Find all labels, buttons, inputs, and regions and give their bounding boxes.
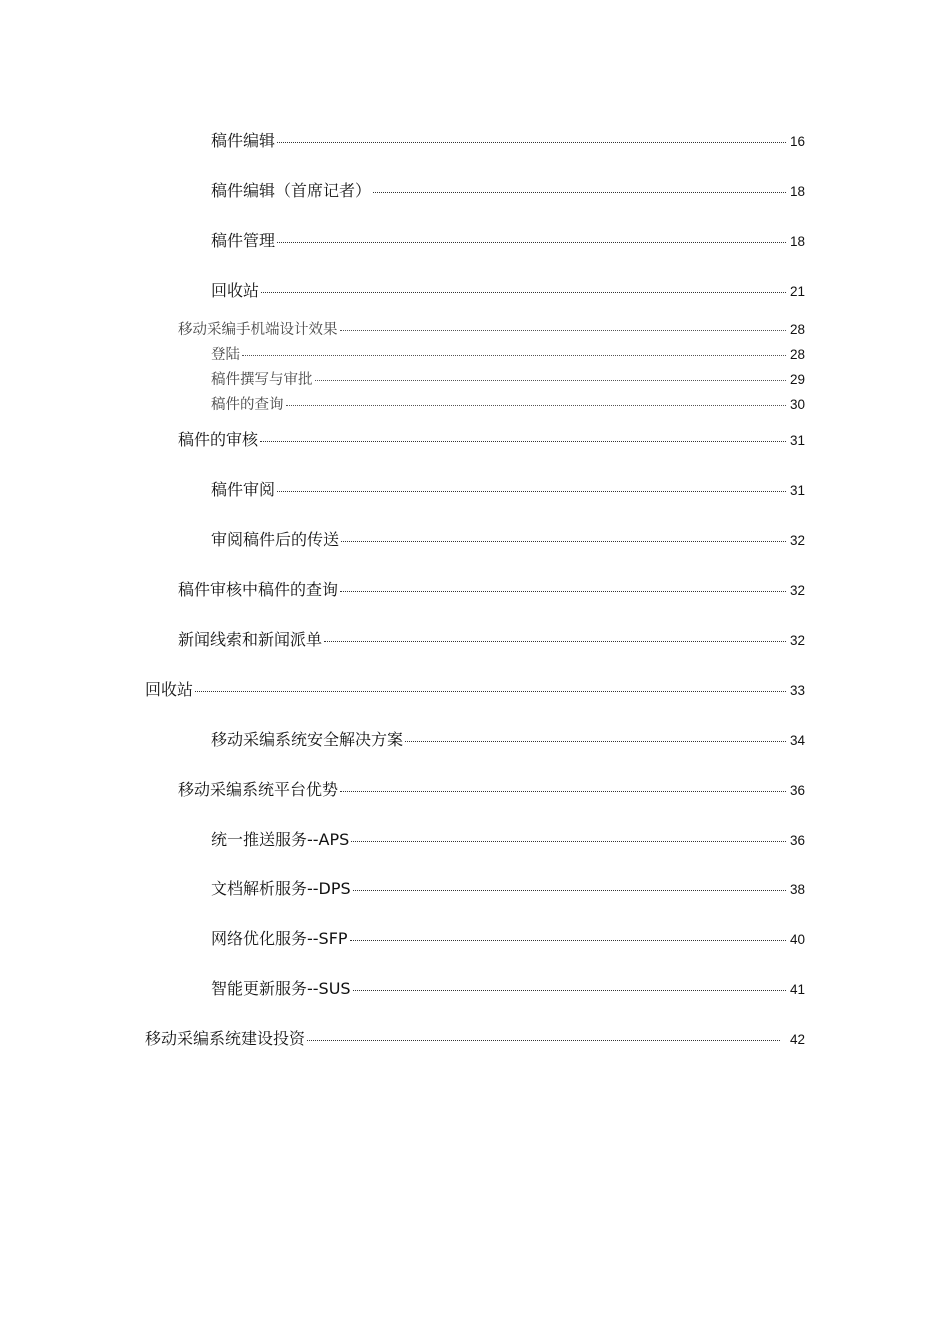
dot-leader: [277, 142, 786, 143]
toc-entry[interactable]: [145, 677, 805, 700]
toc-entry-page: 41: [789, 982, 805, 997]
toc-entry-page: 36: [789, 783, 805, 798]
toc-entry[interactable]: [211, 393, 805, 414]
toc-entry[interactable]: [211, 278, 805, 301]
toc-entry-title: 统一推送服务--APS: [211, 830, 350, 849]
toc-entry-page: 16: [789, 134, 805, 149]
toc-entry-title: 稿件撰写与审批: [211, 372, 313, 388]
toc-entry-page: 28: [789, 322, 805, 337]
toc-entry-title: 新闻线索和新闻派单: [178, 630, 323, 649]
toc-entry[interactable]: [145, 1026, 805, 1049]
toc-entry-title: 审阅稿件后的传送: [211, 530, 340, 549]
dot-leader: [277, 491, 786, 492]
toc-entry[interactable]: [211, 827, 805, 850]
toc-entry-title: 回收站: [145, 680, 194, 699]
dot-leader: [353, 990, 786, 991]
toc-entry[interactable]: [178, 577, 805, 600]
toc-entry-title: 智能更新服务--SUS: [211, 979, 351, 998]
toc-entry[interactable]: [211, 128, 805, 151]
toc-entry-page: 30: [789, 397, 805, 412]
dot-leader: [350, 940, 786, 941]
toc-entry-page: 28: [789, 347, 805, 362]
toc-entry[interactable]: [211, 976, 805, 999]
dot-leader: [261, 292, 786, 293]
toc-entry-page: 32: [789, 633, 805, 648]
dot-leader: [351, 841, 786, 842]
toc-entry-title: 稿件编辑: [211, 131, 276, 150]
toc-entry-title: 稿件管理: [211, 231, 276, 250]
toc-entry-title: 稿件审核中稿件的查询: [178, 580, 339, 599]
dot-leader: [405, 741, 786, 742]
toc-entry-page: 21: [789, 284, 805, 299]
toc-entry-page: 32: [789, 583, 805, 598]
toc-entry-page: 34: [789, 733, 805, 748]
dot-leader: [277, 242, 786, 243]
toc-entry[interactable]: [211, 228, 805, 251]
dot-leader: [373, 192, 786, 193]
toc-entry-page: 18: [789, 234, 805, 249]
toc-entry[interactable]: [211, 178, 805, 201]
toc-entry[interactable]: [211, 527, 805, 550]
toc-entry[interactable]: [211, 926, 805, 949]
toc-entry-page: 33: [789, 683, 805, 698]
toc-entry-title: 稿件编辑（首席记者）: [211, 181, 372, 200]
dot-leader: [324, 641, 786, 642]
toc-entry[interactable]: [178, 627, 805, 650]
dot-leader: [340, 591, 786, 592]
toc-entry-title: 登陆: [211, 347, 240, 363]
toc-entry-page: 32: [789, 533, 805, 548]
toc-entry[interactable]: [178, 427, 805, 450]
toc-entry[interactable]: [178, 777, 805, 800]
toc-entry-title: 稿件的查询: [211, 397, 284, 413]
toc-entry[interactable]: [211, 727, 805, 750]
toc-entry-page: 40: [789, 932, 805, 947]
toc-entry-title: 移动采编系统安全解决方案: [211, 730, 404, 749]
dot-leader: [341, 541, 786, 542]
dot-leader: [353, 890, 786, 891]
dot-leader: [195, 691, 786, 692]
toc-entry-title: 稿件审阅: [211, 480, 276, 499]
dot-leader: [340, 330, 786, 331]
dot-leader: [286, 405, 786, 406]
dot-leader: [307, 1040, 780, 1041]
toc-entry-title: 移动采编系统平台优势: [178, 780, 339, 799]
dot-leader: [242, 355, 786, 356]
dot-leader: [340, 791, 786, 792]
toc-entry-title: 回收站: [211, 281, 260, 300]
toc-entry-title: 网络优化服务--SFP: [211, 929, 348, 948]
toc-entry-title: 稿件的审核: [178, 430, 259, 449]
toc-entry[interactable]: [211, 368, 805, 389]
toc-entry-page: 36: [789, 833, 805, 848]
dot-leader: [315, 380, 786, 381]
toc-entry-page: 29: [789, 372, 805, 387]
toc-entry-page: 42: [789, 1032, 805, 1047]
toc-entry-title: 移动采编系统建设投资: [145, 1029, 306, 1048]
toc-entry[interactable]: [178, 318, 805, 339]
toc-entry[interactable]: [211, 343, 805, 364]
toc-entry[interactable]: [211, 876, 805, 899]
toc-entry-title: 移动采编手机端设计效果: [178, 322, 338, 338]
toc-entry-page: 18: [789, 184, 805, 199]
toc-entry-page: 31: [789, 483, 805, 498]
toc-entry[interactable]: [211, 477, 805, 500]
dot-leader: [260, 441, 786, 442]
toc-entry-page: 38: [789, 882, 805, 897]
toc-entry-page: 31: [789, 433, 805, 448]
toc-entry-title: 文档解析服务--DPS: [211, 879, 351, 898]
